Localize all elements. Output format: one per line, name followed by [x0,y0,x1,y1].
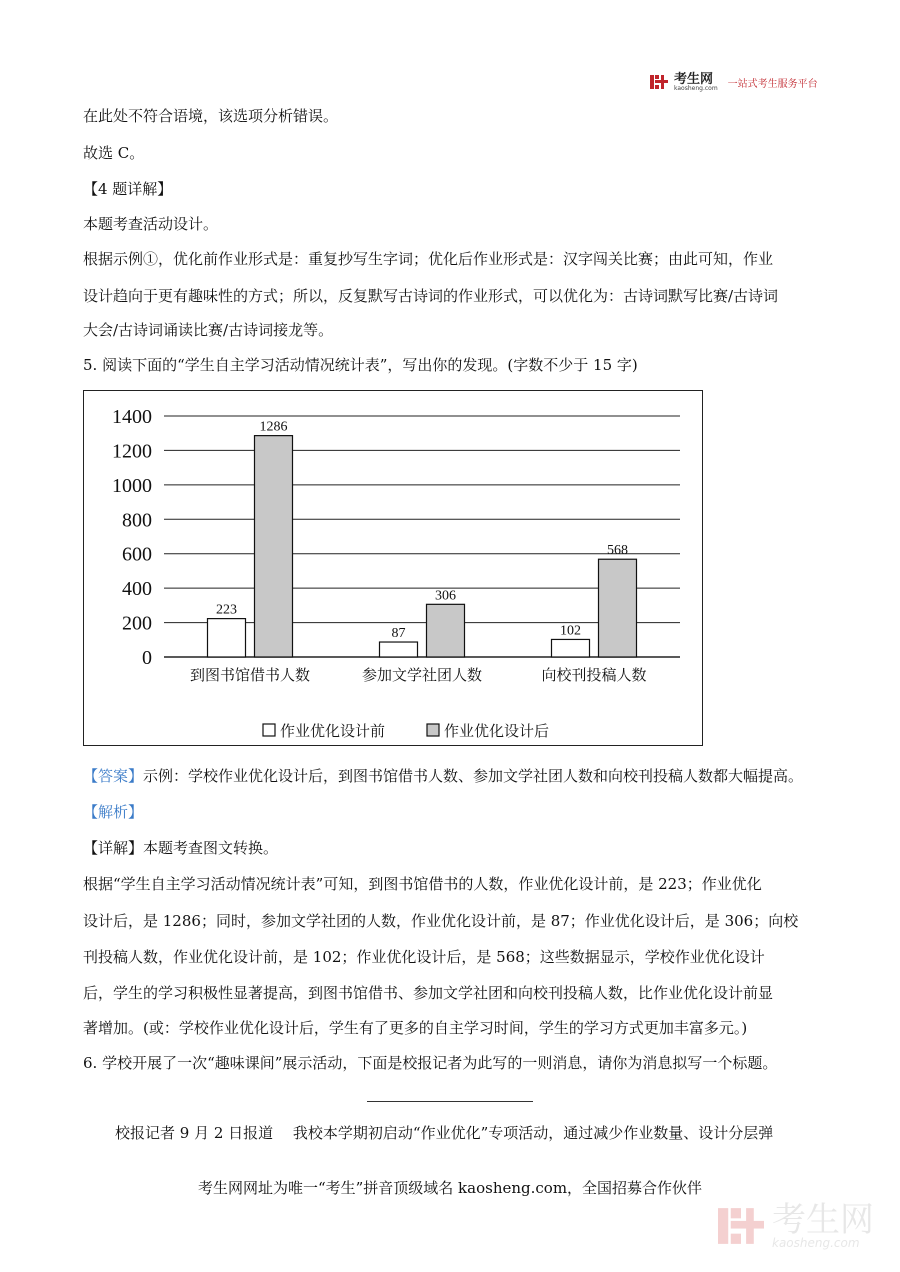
news-line: 校报记者 9 月 2 日报道 我校本学期初启动“作业优化”专项活动，通过减少作业数量、设计分层弹 [115,1124,774,1142]
category-label: 到图书馆借书人数 [189,666,311,684]
watermark-name: 考生网 [772,1200,874,1240]
data-label: 223 [216,602,237,618]
bar [427,604,465,657]
category-label: 向校刊投稿人数 [541,666,647,684]
bar-chart [83,390,703,746]
footer-text: 考生网网址为唯一“考生”拼音顶级域名 kaosheng.com，全国招募合作伙伴 [197,1179,703,1197]
legend-swatch [427,724,439,736]
bar [552,639,590,657]
bar [208,619,246,657]
watermark-url: kaosheng.com [772,1236,860,1250]
bar [599,559,637,657]
text-line: 后，学生的学习积极性显著提高，到图书馆借书、参加文学社团和向校刊投稿人数，比作业优化设计前显 [83,984,774,1002]
y-tick-label: 1400 [112,406,152,428]
bar [380,642,418,657]
text-line: 设计后，是 1286；同时，参加文学社团的人数，作业优化设计前，是 87；作业优化设计后，是 306；向校 [83,912,799,930]
text-line: 故选 C。 [83,144,145,162]
bar [255,436,293,657]
question-6: 6. 学校开展了一次“趣味课间”展示活动，下面是校报记者为此写的一则消息，请你为消息拟写一个标题。 [83,1054,778,1072]
answer-tag: 【答案】 [83,767,144,785]
kaosheng-logo [650,70,818,94]
category-label: 参加文学社团人数 [361,666,483,684]
text-line: 刊投稿人数，作业优化设计前，是 102；作业优化设计后，是 568；这些数据显示，学校作业优化设计 [83,948,765,966]
text-line: 根据示例①，优化前作业形式是：重复抄写生字词；优化后作业形式是：汉字闯关比赛；由此可知，作业 [83,250,774,268]
detail-text: 本题考查图文转换。 [143,839,279,857]
text-line: 根据“学生自主学习活动情况统计表”可知，到图书馆借书的人数，作业优化设计前，是 223；作业优化 [83,875,762,893]
text-line: 著增加。(或：学校作业优化设计后，学生有了更多的自主学习时间，学生的学习方式更加丰富多元。) [83,1019,748,1037]
y-tick-label: 1200 [112,440,152,463]
logo-name: 考生网 [674,71,714,87]
question-5: 5. 阅读下面的“学生自主学习活动情况统计表”，写出你的发现。(字数不少于 15 字) [83,356,638,374]
text-line: 设计趋向于更有趣味性的方式；所以，反复默写古诗词的作业形式，可以优化为：古诗词默写比赛/古诗词 [83,287,779,305]
text-line: 本题考查活动设计。 [83,215,219,233]
text-line: 大会/古诗词诵读比赛/古诗词接龙等。 [83,321,334,339]
bar-chart-svg [84,391,704,747]
data-label: 1286 [259,419,288,435]
watermark-logo-icon [718,1203,764,1249]
kaosheng-logo-icon [650,73,668,91]
text-line: 在此处不符合语境，该选项分析错误。 [83,107,339,125]
data-label: 102 [560,623,581,639]
legend-label: 作业优化设计后 [444,722,550,740]
logo-url: kaosheng.com [674,84,718,92]
answer-blank-line [367,1101,533,1102]
y-tick-label: 1000 [112,474,152,497]
logo-slogan: 一站式考生服务平台 [727,78,818,90]
detail-tag: 【详解】 [83,839,144,857]
watermark [718,1200,874,1250]
legend-swatch [263,724,275,736]
detail-line [83,838,278,858]
y-tick-label: 800 [122,509,152,532]
data-label: 568 [607,543,628,559]
answer-line [83,766,803,786]
section-heading: 【4 题详解】 [83,180,173,198]
data-label: 87 [391,626,406,642]
legend-label: 作业优化设计前 [280,722,386,740]
answer-text: 示例：学校作业优化设计后，到图书馆借书人数、参加文学社团人数和向校刊投稿人数都大幅提高。 [143,767,804,785]
data-label: 306 [435,588,456,604]
y-tick-label: 600 [122,543,152,566]
y-tick-label: 0 [142,647,152,669]
y-tick-label: 400 [122,578,152,601]
analysis-tag: 【解析】 [83,803,144,821]
y-tick-label: 200 [122,612,152,635]
